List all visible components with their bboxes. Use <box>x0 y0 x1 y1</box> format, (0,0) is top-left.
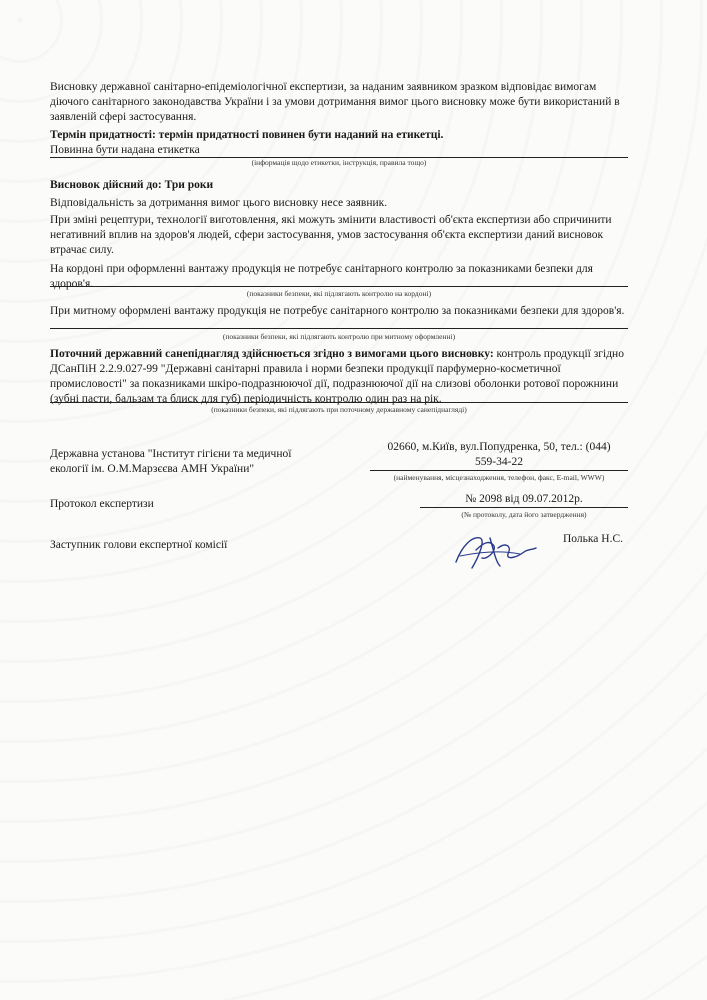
border-paragraph: На кордоні при оформленні вантажу продукція не потребує санітарного контролю за показниками безпеки для здоров'я. <box>50 263 593 290</box>
protocol-caption: (№ протоколу, дата його затвердження) <box>461 510 587 519</box>
supervision-paragraph <box>50 347 628 407</box>
supervision-caption: (показники безпеки, які підлягають при поточному державному санепіднагляді) <box>211 405 467 414</box>
supervision-text: контроль продукції згідно ДСанПіН 2.2.9.027-99 "Державні санітарні правила і норми безпеки продукції парфумерно-косметичної промисловості" за показниками шкіро-подразнюючої дії, подразнюючої дії на слизові оболонки ротової порожнини (зубні пасти, бальзам та блиск для губ) періодичність контролю один раз на рік. <box>50 348 624 405</box>
protocol-value: № 2098 від 09.07.2012р. <box>465 493 583 505</box>
signatory-label: Заступник голови експертної комісії <box>50 539 228 551</box>
institution-address-line1: 02660, м.Київ, вул.Попудренка, 50, тел.: (044) <box>387 441 611 453</box>
shelf-life-heading: Термін придатності: термін придатності повинен бути наданий на етикетці. <box>50 129 444 141</box>
protocol-rule <box>420 507 628 508</box>
customs-paragraph: При митному оформлені вантажу продукція не потребує санітарного контролю за показниками безпеки для здоров'я. <box>50 305 625 317</box>
protocol-label: Протокол експертизи <box>50 498 154 510</box>
institution-caption: (найменування, місцезнаходження, телефон, факс, E-mail, WWW) <box>393 473 605 482</box>
validity-line: Висновок дійсний до: Три роки <box>50 179 214 191</box>
border-rule <box>50 286 628 287</box>
customs-caption: (показники безпеки, які підлягають контролю при митному оформленні) <box>222 332 456 341</box>
signature-icon <box>450 528 540 576</box>
intro-paragraph: Висновку державної санітарно-епідеміологічної експертизи, за наданим заявником зразком відповідає вимогам діючого санітарного законодавства України і за умови дотримання вимог цього висновку може бути використаний в заявленій сфері застосування. <box>50 81 620 123</box>
changes-paragraph: При зміні рецептури, технології виготовлення, які можуть змінити властивості об'єкта експертизи або спричинити негативний вплив на здоров'я людей, сфери застосування, умов застосування об'єкта експертизи даний висновок втрачає силу. <box>50 214 612 256</box>
institution-address-line2: 559-34-22 <box>475 456 523 468</box>
institution-name: Державна установа "Інститут гігієни та медичної екології ім. О.М.Марзєєва АМН України" <box>50 448 292 475</box>
institution-rule <box>370 470 628 471</box>
shelf-life-caption: (інформація щодо етикетки, інструкція, правила тощо) <box>251 158 427 167</box>
responsibility-line: Відповідальність за дотримання вимог цього висновку несе заявник. <box>50 197 388 209</box>
border-caption: (показники безпеки, які підлягають контролю на кордоні) <box>246 289 432 298</box>
supervision-heading: Поточний державний санепіднагляд здійснюється згідно з вимогами цього висновку: <box>50 348 494 360</box>
signatory-name: Полька Н.С. <box>563 533 624 545</box>
supervision-rule <box>50 402 628 403</box>
customs-rule <box>50 328 628 329</box>
shelf-life-value: Повинна бути надана етикетка <box>50 144 200 156</box>
